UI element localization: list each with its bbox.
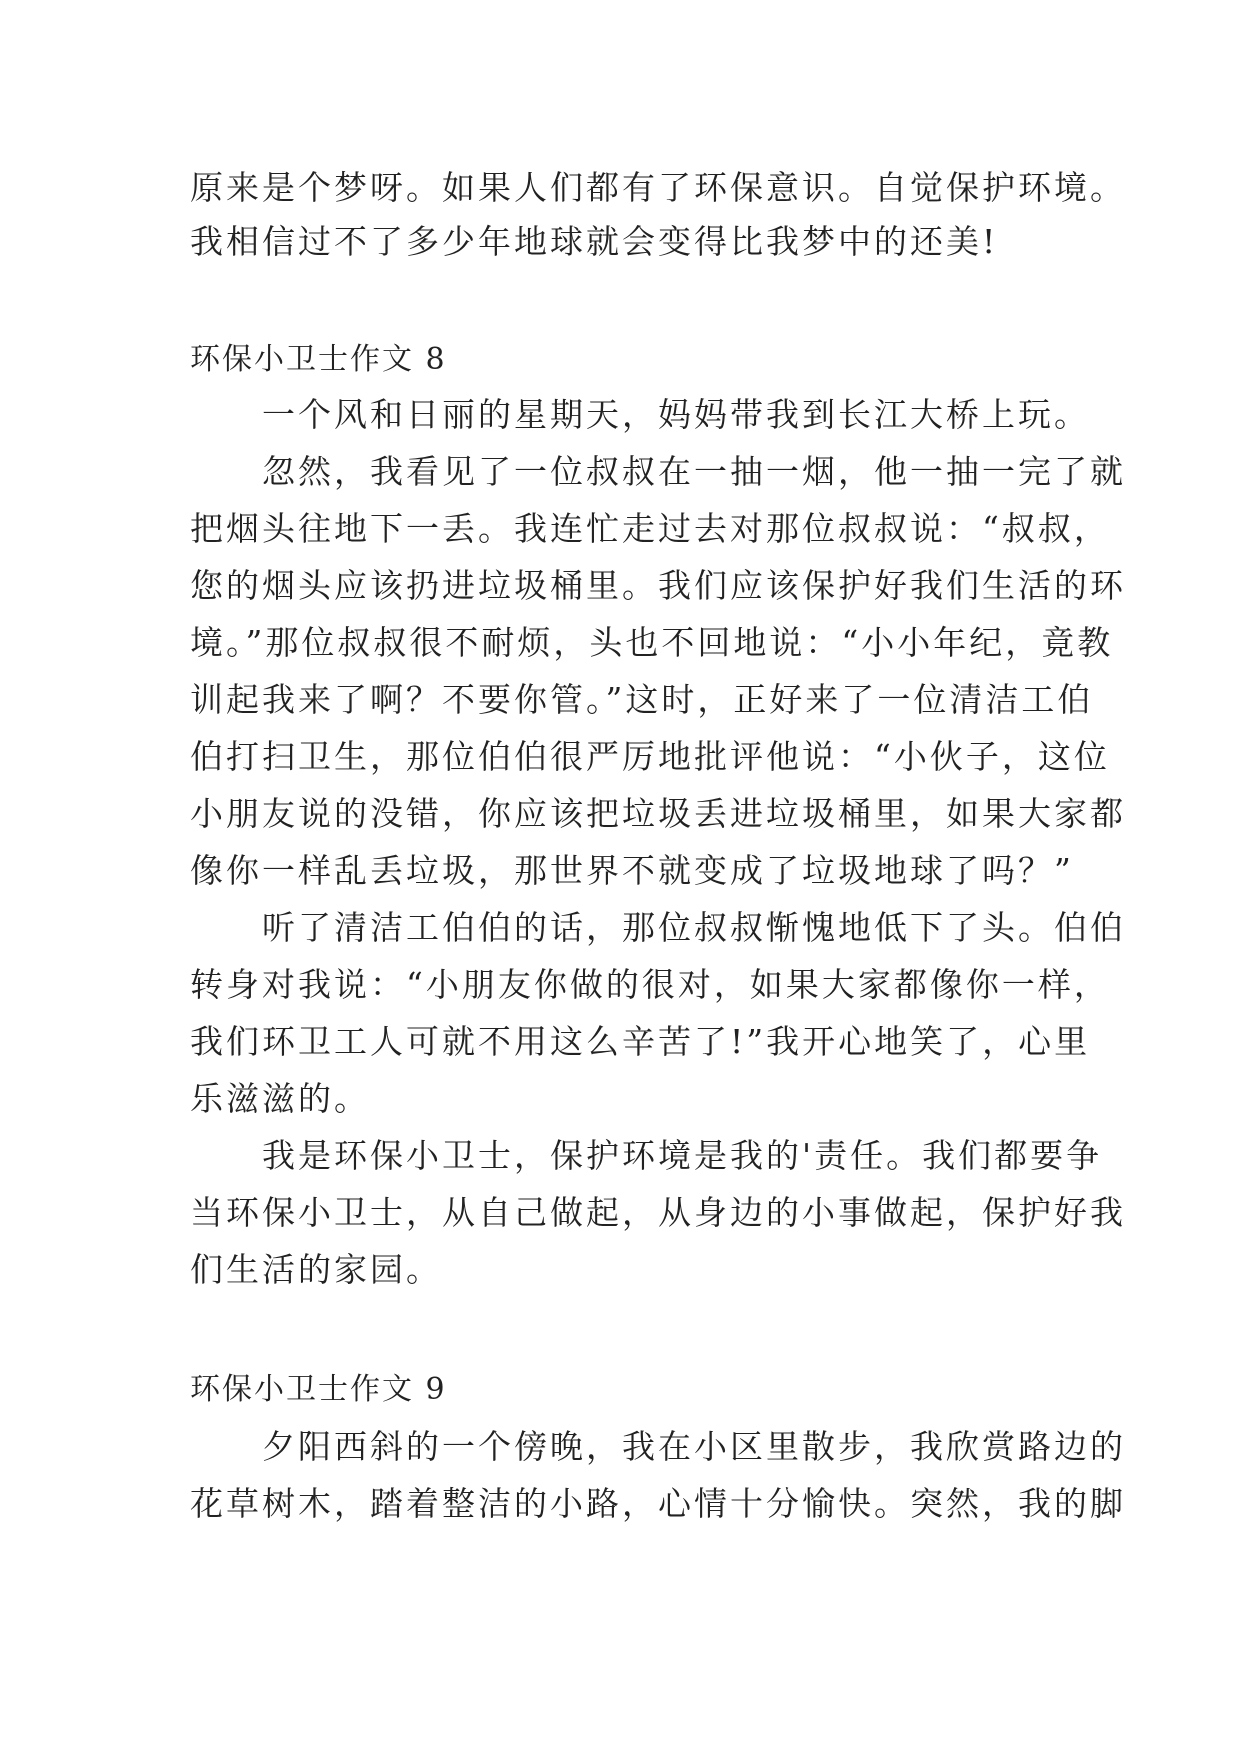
paragraph-line: 把烟头往地下一丢。我连忙走过去对那位叔叔说：“叔叔， xyxy=(190,509,1110,548)
paragraph-line: 们生活的家园。 xyxy=(190,1250,442,1289)
paragraph-line: 您的烟头应该扔进垃圾桶里。我们应该保护好我们生活的环 xyxy=(190,566,1126,605)
section-heading: 环保小卫士作文 8 xyxy=(190,342,447,377)
section-heading: 环保小卫士作文 9 xyxy=(190,1372,447,1407)
paragraph-line: 我们环卫工人可就不用这么辛苦了!”我开心地笑了，心里 xyxy=(190,1022,1091,1061)
paragraph-line: 听了清洁工伯伯的话，那位叔叔惭愧地低下了头。伯伯 xyxy=(190,908,1126,947)
paragraph-line: 一个风和日丽的星期天，妈妈带我到长江大桥上玩。 xyxy=(190,395,1090,434)
paragraph-line: 伯打扫卫生，那位伯伯很严厉地批评他说：“小伙子，这位 xyxy=(190,737,1110,776)
paragraph-line: 小朋友说的没错，你应该把垃圾丢进垃圾桶里，如果大家都 xyxy=(190,794,1126,833)
paragraph-line: 训起我来了啊？不要你管。”这时，正好来了一位清洁工伯 xyxy=(190,680,1094,719)
paragraph-line: 夕阳西斜的一个傍晚，我在小区里散步，我欣赏路边的 xyxy=(190,1427,1126,1466)
text-line: 我相信过不了多少年地球就会变得比我梦中的还美! xyxy=(190,222,999,261)
paragraph-line: 境。”那位叔叔很不耐烦，头也不回地说：“小小年纪，竟教 xyxy=(190,623,1114,662)
text-line: 原来是个梦呀。如果人们都有了环保意识。自觉保护环境。 xyxy=(190,168,1126,207)
paragraph-line: 乐滋滋的。 xyxy=(190,1079,370,1118)
paragraph-line: 当环保小卫士，从自己做起，从身边的小事做起，保护好我 xyxy=(190,1193,1126,1232)
paragraph-line: 忽然，我看见了一位叔叔在一抽一烟，他一抽一完了就 xyxy=(190,452,1126,491)
paragraph-line: 花草树木，踏着整洁的小路，心情十分愉快。突然，我的脚 xyxy=(190,1484,1126,1523)
paragraph-line: 我是环保小卫士，保护环境是我的'责任。我们都要争 xyxy=(190,1136,1103,1175)
paragraph-line: 像你一样乱丢垃圾，那世界不就变成了垃圾地球了吗？” xyxy=(190,851,1074,890)
paragraph-line: 转身对我说：“小朋友你做的很对，如果大家都像你一样， xyxy=(190,965,1110,1004)
